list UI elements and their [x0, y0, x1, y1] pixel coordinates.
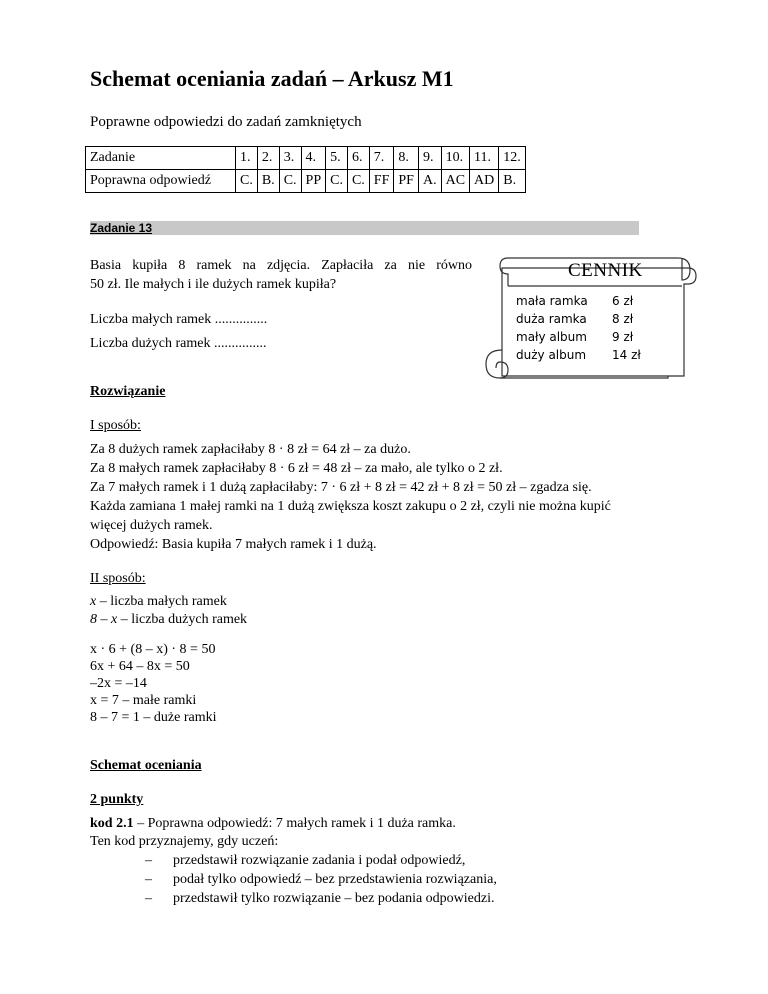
list-item [516, 310, 652, 328]
scoring-heading: Schemat oceniania [90, 758, 202, 773]
variable-definition [90, 612, 247, 628]
task-number: 3. [279, 147, 301, 170]
small-frames-blank: Liczba małych ramek ............... [90, 312, 268, 327]
list-item [145, 891, 495, 907]
answer-key-table [85, 146, 526, 193]
task-number: 7. [369, 147, 394, 170]
task-number: 9. [418, 147, 441, 170]
item-name: duża ramka [516, 312, 587, 326]
row-label-task: Zadanie [86, 147, 236, 170]
answer-cell: PF [394, 170, 419, 193]
price-list-scroll [478, 250, 698, 390]
equation-line: 8 – 7 = 1 – duże ramki [90, 710, 217, 725]
task-number: 11. [470, 147, 499, 170]
equation-line: x = 7 – małe ramki [90, 693, 197, 708]
item-price: 6 zł [612, 294, 634, 308]
answer-cell: C. [326, 170, 348, 193]
price-list [516, 292, 652, 364]
equation-line: 6x + 64 – 8x = 50 [90, 659, 190, 674]
answer-cell: B. [499, 170, 526, 193]
task-number: 8. [394, 147, 419, 170]
answer-cell: C. [347, 170, 369, 193]
answer-cell: B. [257, 170, 279, 193]
bullet-text: podał tylko odpowiedź – bez przedstawienia rozwiązania, [173, 872, 497, 887]
task-number: 6. [347, 147, 369, 170]
variable-symbol: x [90, 594, 97, 609]
row-label-answer: Poprawna odpowiedź [86, 170, 236, 193]
page-title: Schemat oceniania zadań – Arkusz M1 [90, 66, 454, 91]
method1-answer: Odpowiedź: Basia kupiła 7 małych ramek i 1 dużą. [90, 537, 377, 552]
method1-line: więcej dużych ramek. [90, 518, 213, 533]
method1-heading: I sposób: [90, 418, 141, 433]
answer-cell: FF [369, 170, 394, 193]
variable-text: – liczba małych ramek [96, 594, 227, 609]
method1-line: Za 7 małych ramek i 1 dużą zapłaciłaby: 7 · 6 zł + 8 zł = 42 zł + 8 zł = 50 zł – zgadza się. [90, 480, 592, 495]
list-item [145, 872, 497, 888]
task-number: 10. [441, 147, 469, 170]
large-frames-blank: Liczba dużych ramek ............... [90, 336, 267, 351]
code-text: – Poprawna odpowiedź: 7 małych ramek i 1 duża ramka. [133, 816, 456, 831]
bullet-text: przedstawił rozwiązanie zadania i podał odpowiedź, [173, 853, 466, 868]
task-line: 50 zł. Ile małych i ile dużych ramek kupiła? [90, 277, 337, 292]
task-number: 12. [499, 147, 526, 170]
task-number: 4. [301, 147, 326, 170]
item-price: 8 zł [612, 312, 634, 326]
method1-line: Za 8 dużych ramek zapłaciłaby 8 · 8 zł = 64 zł – za dużo. [90, 442, 411, 457]
task-number: 5. [326, 147, 348, 170]
code-intro: Ten kod przyznajemy, gdy uczeń: [90, 834, 279, 849]
points-heading: 2 punkty [90, 792, 144, 807]
answer-cell: AD [470, 170, 499, 193]
list-item [516, 328, 652, 346]
dash-bullet: – [145, 872, 152, 887]
code-label: kod 2.1 [90, 816, 134, 831]
method1-line: Każda zamiana 1 małej ramki na 1 dużą zwiększa koszt zakupu o 2 zł, czyli nie można kupić [90, 499, 611, 514]
task-statement [90, 256, 472, 294]
answer-cell: C. [279, 170, 301, 193]
task-line: Basia kupiła 8 ramek na zdjęcia. Zapłaciła za nie równo [90, 258, 472, 273]
table-row [86, 147, 526, 170]
equation-line: x · 6 + (8 – x) · 8 = 50 [90, 642, 216, 657]
item-name: mała ramka [516, 294, 588, 308]
code-description [90, 816, 456, 832]
item-name: duży album [516, 348, 587, 362]
answer-cell: C. [236, 170, 258, 193]
item-price: 14 zł [612, 348, 641, 362]
answer-cell: A. [418, 170, 441, 193]
table-row [86, 170, 526, 193]
method1-line: Za 8 małych ramek zapłaciłaby 8 · 6 zł = 48 zł – za mało, ale tylko o 2 zł. [90, 461, 503, 476]
section-header-label: Zadanie 13 [90, 221, 153, 235]
task-number: 1. [236, 147, 258, 170]
item-price: 9 zł [612, 330, 634, 344]
equation-line: –2x = –14 [90, 676, 147, 691]
task-number: 2. [257, 147, 279, 170]
bullet-text: przedstawił tylko rozwiązanie – bez podania odpowiedzi. [173, 891, 495, 906]
price-list-title: CENNIK [568, 260, 643, 281]
answer-cell: AC [441, 170, 469, 193]
solution-heading: Rozwiązanie [90, 384, 166, 399]
dash-bullet: – [145, 891, 152, 906]
dash-bullet: – [145, 853, 152, 868]
list-item [145, 853, 466, 869]
variable-definition [90, 594, 227, 610]
closed-answers-subtitle: Poprawne odpowiedzi do zadań zamkniętych [90, 114, 362, 130]
list-item [516, 292, 652, 310]
list-item [516, 346, 652, 364]
answer-cell: PP [301, 170, 326, 193]
item-name: mały album [516, 330, 587, 344]
method2-heading: II sposób: [90, 571, 146, 586]
variable-text: – liczba dużych ramek [117, 612, 248, 627]
variable-symbol: 8 – x [90, 612, 118, 627]
section-header-bar [90, 221, 639, 235]
